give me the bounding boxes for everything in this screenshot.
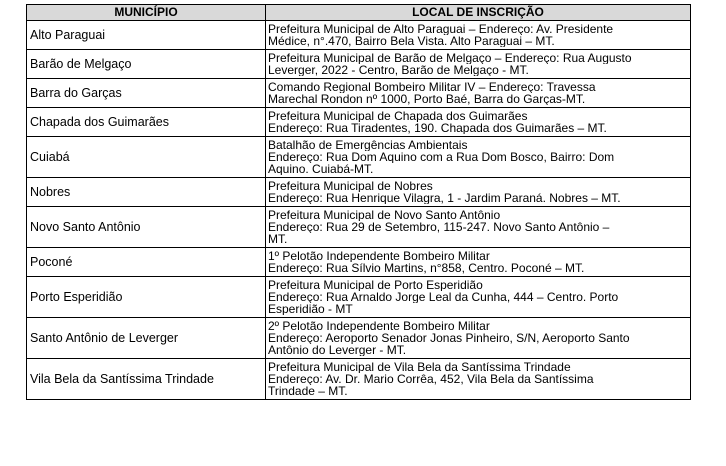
municipio-cell: Porto Esperidião <box>27 277 266 318</box>
local-inscricao-line: Prefeitura Municipal de Novo Santo Antônio <box>268 209 501 221</box>
local-inscricao-line: Prefeitura Municipal de Barão de Melgaço – Endereço: Rua Augusto <box>268 52 632 64</box>
table-row <box>27 137 691 178</box>
registration-locations-table <box>26 4 691 400</box>
local-inscricao-line: 1º Pelotão Independente Bombeiro Militar <box>268 250 490 262</box>
local-inscricao-cell <box>266 178 691 207</box>
table-header-row <box>27 5 691 21</box>
local-inscricao-line: Esperidião - MT <box>268 303 353 315</box>
local-inscricao-line: Leverger, 2022 - Centro, Barão de Melgaço - MT. <box>268 64 529 76</box>
local-inscricao-line: 2º Pelotão Independente Bombeiro Militar <box>268 320 490 332</box>
table-row <box>27 207 691 248</box>
municipio-cell: Novo Santo Antônio <box>27 207 266 248</box>
local-inscricao-line: MT. <box>268 233 288 245</box>
table-row <box>27 21 691 50</box>
municipio-cell: Barão de Melgaço <box>27 50 266 79</box>
local-inscricao-line: Marechal Rondon nº 1000, Porto Baé, Barra do Garças-MT. <box>268 93 586 105</box>
local-inscricao-cell <box>266 207 691 248</box>
local-inscricao-line: Prefeitura Municipal de Nobres <box>268 180 433 192</box>
local-inscricao-line: Endereço: Rua Dom Aquino com a Rua Dom Bosco, Bairro: Dom <box>268 151 615 163</box>
local-inscricao-line: Endereço: Rua Sílvio Martins, n°858, Centro. Poconé – MT. <box>268 262 585 274</box>
local-inscricao-cell <box>266 277 691 318</box>
table-row <box>27 79 691 108</box>
local-inscricao-cell <box>266 248 691 277</box>
table-row <box>27 248 691 277</box>
local-inscricao-cell <box>266 21 691 50</box>
column-header-local: LOCAL DE INSCRIÇÃO <box>266 5 691 21</box>
local-inscricao-cell <box>266 318 691 359</box>
local-inscricao-cell <box>266 50 691 79</box>
local-inscricao-line: Endereço: Rua Arnaldo Jorge Leal da Cunha, 444 – Centro. Porto <box>268 291 619 303</box>
table-row <box>27 108 691 137</box>
local-inscricao-line: Aquino. Cuiabá-MT. <box>268 163 374 175</box>
municipio-cell: Nobres <box>27 178 266 207</box>
local-inscricao-line: Endereço: Rua Tiradentes, 190. Chapada dos Guimarães – MT. <box>268 122 607 134</box>
table-row <box>27 178 691 207</box>
local-inscricao-line: Endereço: Av. Dr. Mario Corrêa, 452, Vila Bela da Santíssima <box>268 373 594 385</box>
table-row <box>27 318 691 359</box>
local-inscricao-cell <box>266 137 691 178</box>
table-row <box>27 50 691 79</box>
municipio-cell: Cuiabá <box>27 137 266 178</box>
local-inscricao-cell <box>266 79 691 108</box>
municipio-cell: Barra do Garças <box>27 79 266 108</box>
table-body <box>27 21 691 400</box>
municipio-cell: Alto Paraguai <box>27 21 266 50</box>
local-inscricao-line: Antônio do Leverger - MT. <box>268 344 407 356</box>
local-inscricao-line: Batalhão de Emergências Ambientais <box>268 139 468 151</box>
municipio-cell: Vila Bela da Santíssima Trindade <box>27 359 266 400</box>
local-inscricao-line: Prefeitura Municipal de Vila Bela da Santíssima Trindade <box>268 361 571 373</box>
local-inscricao-line: Prefeitura Municipal de Alto Paraguai – Endereço: Av. Presidente <box>268 23 614 35</box>
table-row <box>27 277 691 318</box>
municipio-cell: Santo Antônio de Leverger <box>27 318 266 359</box>
municipio-cell: Poconé <box>27 248 266 277</box>
local-inscricao-line: Comando Regional Bombeiro Militar IV – Endereço: Travessa <box>268 81 596 93</box>
local-inscricao-line: Prefeitura Municipal de Porto Esperidião <box>268 279 483 291</box>
local-inscricao-line: Médice, n°.470, Bairro Bela Vista. Alto Paraguai – MT. <box>268 35 555 47</box>
local-inscricao-line: Trindade – MT. <box>268 385 348 397</box>
local-inscricao-line: Endereço: Aeroporto Senador Jonas Pinheiro, S/N, Aeroporto Santo <box>268 332 630 344</box>
local-inscricao-line: Endereço: Rua 29 de Setembro, 115-247. Novo Santo Antônio – <box>268 221 610 233</box>
local-inscricao-line: Endereço: Rua Henrique Vilagra, 1 - Jardim Paraná. Nobres – MT. <box>268 192 621 204</box>
local-inscricao-cell <box>266 108 691 137</box>
local-inscricao-cell <box>266 359 691 400</box>
registration-locations-document <box>26 4 690 400</box>
column-header-municipio: MUNICÍPIO <box>27 5 266 21</box>
local-inscricao-line: Prefeitura Municipal de Chapada dos Guimarães <box>268 110 528 122</box>
municipio-cell: Chapada dos Guimarães <box>27 108 266 137</box>
table-row <box>27 359 691 400</box>
